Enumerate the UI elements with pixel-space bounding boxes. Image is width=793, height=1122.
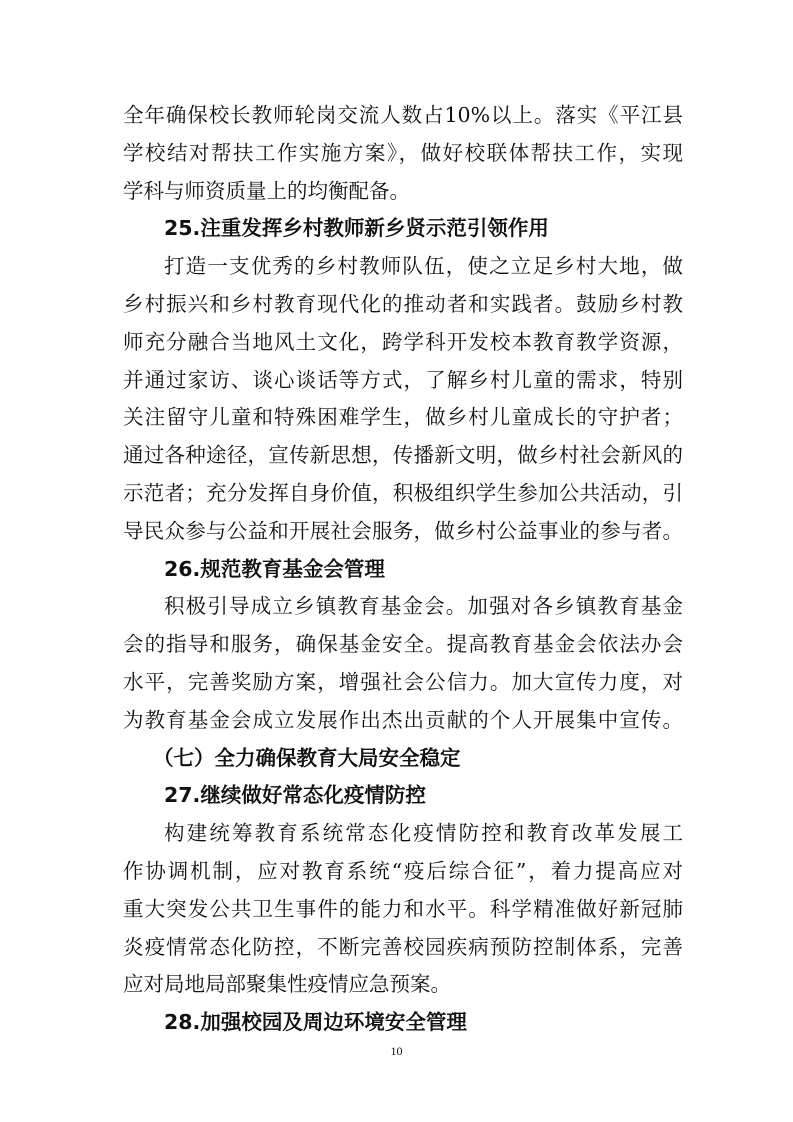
section-27-line-5: 应对局地局部聚集性疫情应急预案。 bbox=[123, 972, 451, 996]
section-25-line-8: 导民众参与公益和开展社会服务，做乡村公益事业的参与者。 bbox=[123, 519, 683, 543]
section-26-heading: 26.规范教育基金会管理 bbox=[164, 557, 385, 581]
section-25-line-6: 通过各种途径，宣传新思想，传播新文明，做乡村社会新风的 bbox=[123, 443, 683, 467]
section-25-line-3: 师充分融合当地风土文化，跨学科开发校本教育教学资源， bbox=[123, 330, 683, 354]
intro-line-3: 学科与师资质量上的均衡配备。 bbox=[123, 179, 410, 203]
section-25-line-2: 乡村振兴和乡村教育现代化的推动者和实践者。鼓励乡村教 bbox=[123, 292, 683, 316]
section-25-line-1: 打造一支优秀的乡村教师队伍，使之立足乡村大地，做 bbox=[164, 254, 683, 278]
section-27-line-1: 构建统筹教育系统常态化疫情防控和教育改革发展工 bbox=[164, 821, 683, 845]
section-27-heading: 27.继续做好常态化疫情防控 bbox=[164, 783, 426, 807]
intro-line-2: 学校结对帮扶工作实施方案》，做好校联体帮扶工作，实现 bbox=[123, 141, 683, 165]
section-26-line-4: 为教育基金会成立发展作出杰出贡献的个人开展集中宣传。 bbox=[123, 708, 683, 732]
section-25-line-5: 关注留守儿童和特殊困难学生，做乡村儿童成长的守护者； bbox=[123, 405, 683, 429]
section-28-heading: 28.加强校园及周边环境安全管理 bbox=[164, 1010, 467, 1034]
section-25-heading: 25.注重发挥乡村教师新乡贤示范引领作用 bbox=[164, 216, 549, 240]
section-25-line-4: 并通过家访、谈心谈话等方式，了解乡村儿童的需求，特别 bbox=[123, 368, 683, 392]
section-26-line-1: 积极引导成立乡镇教育基金会。加强对各乡镇教育基金 bbox=[164, 594, 683, 618]
section-27-line-2: 作协调机制，应对教育系统“疫后综合征”，着力提高应对 bbox=[123, 859, 683, 883]
section-26-line-3: 水平，完善奖励方案，增强社会公信力。加大宣传力度，对 bbox=[123, 670, 683, 694]
page-number: 10 bbox=[390, 1044, 403, 1058]
section-7-heading: （七）全力确保教育大局安全稳定 bbox=[153, 746, 461, 770]
section-26-line-2: 会的指导和服务，确保基金安全。提高教育基金会依法办会 bbox=[123, 632, 683, 656]
intro-line-1: 全年确保校长教师轮岗交流人数占10%以上。落实《平江县 bbox=[123, 103, 683, 127]
section-27-line-4: 炎疫情常态化防控，不断完善校园疾病预防控制体系，完善 bbox=[123, 935, 683, 959]
section-27-line-3: 重大突发公共卫生事件的能力和水平。科学精准做好新冠肺 bbox=[123, 897, 683, 921]
section-25-line-7: 示范者；充分发挥自身价值，积极组织学生参加公共活动，引 bbox=[123, 481, 683, 505]
